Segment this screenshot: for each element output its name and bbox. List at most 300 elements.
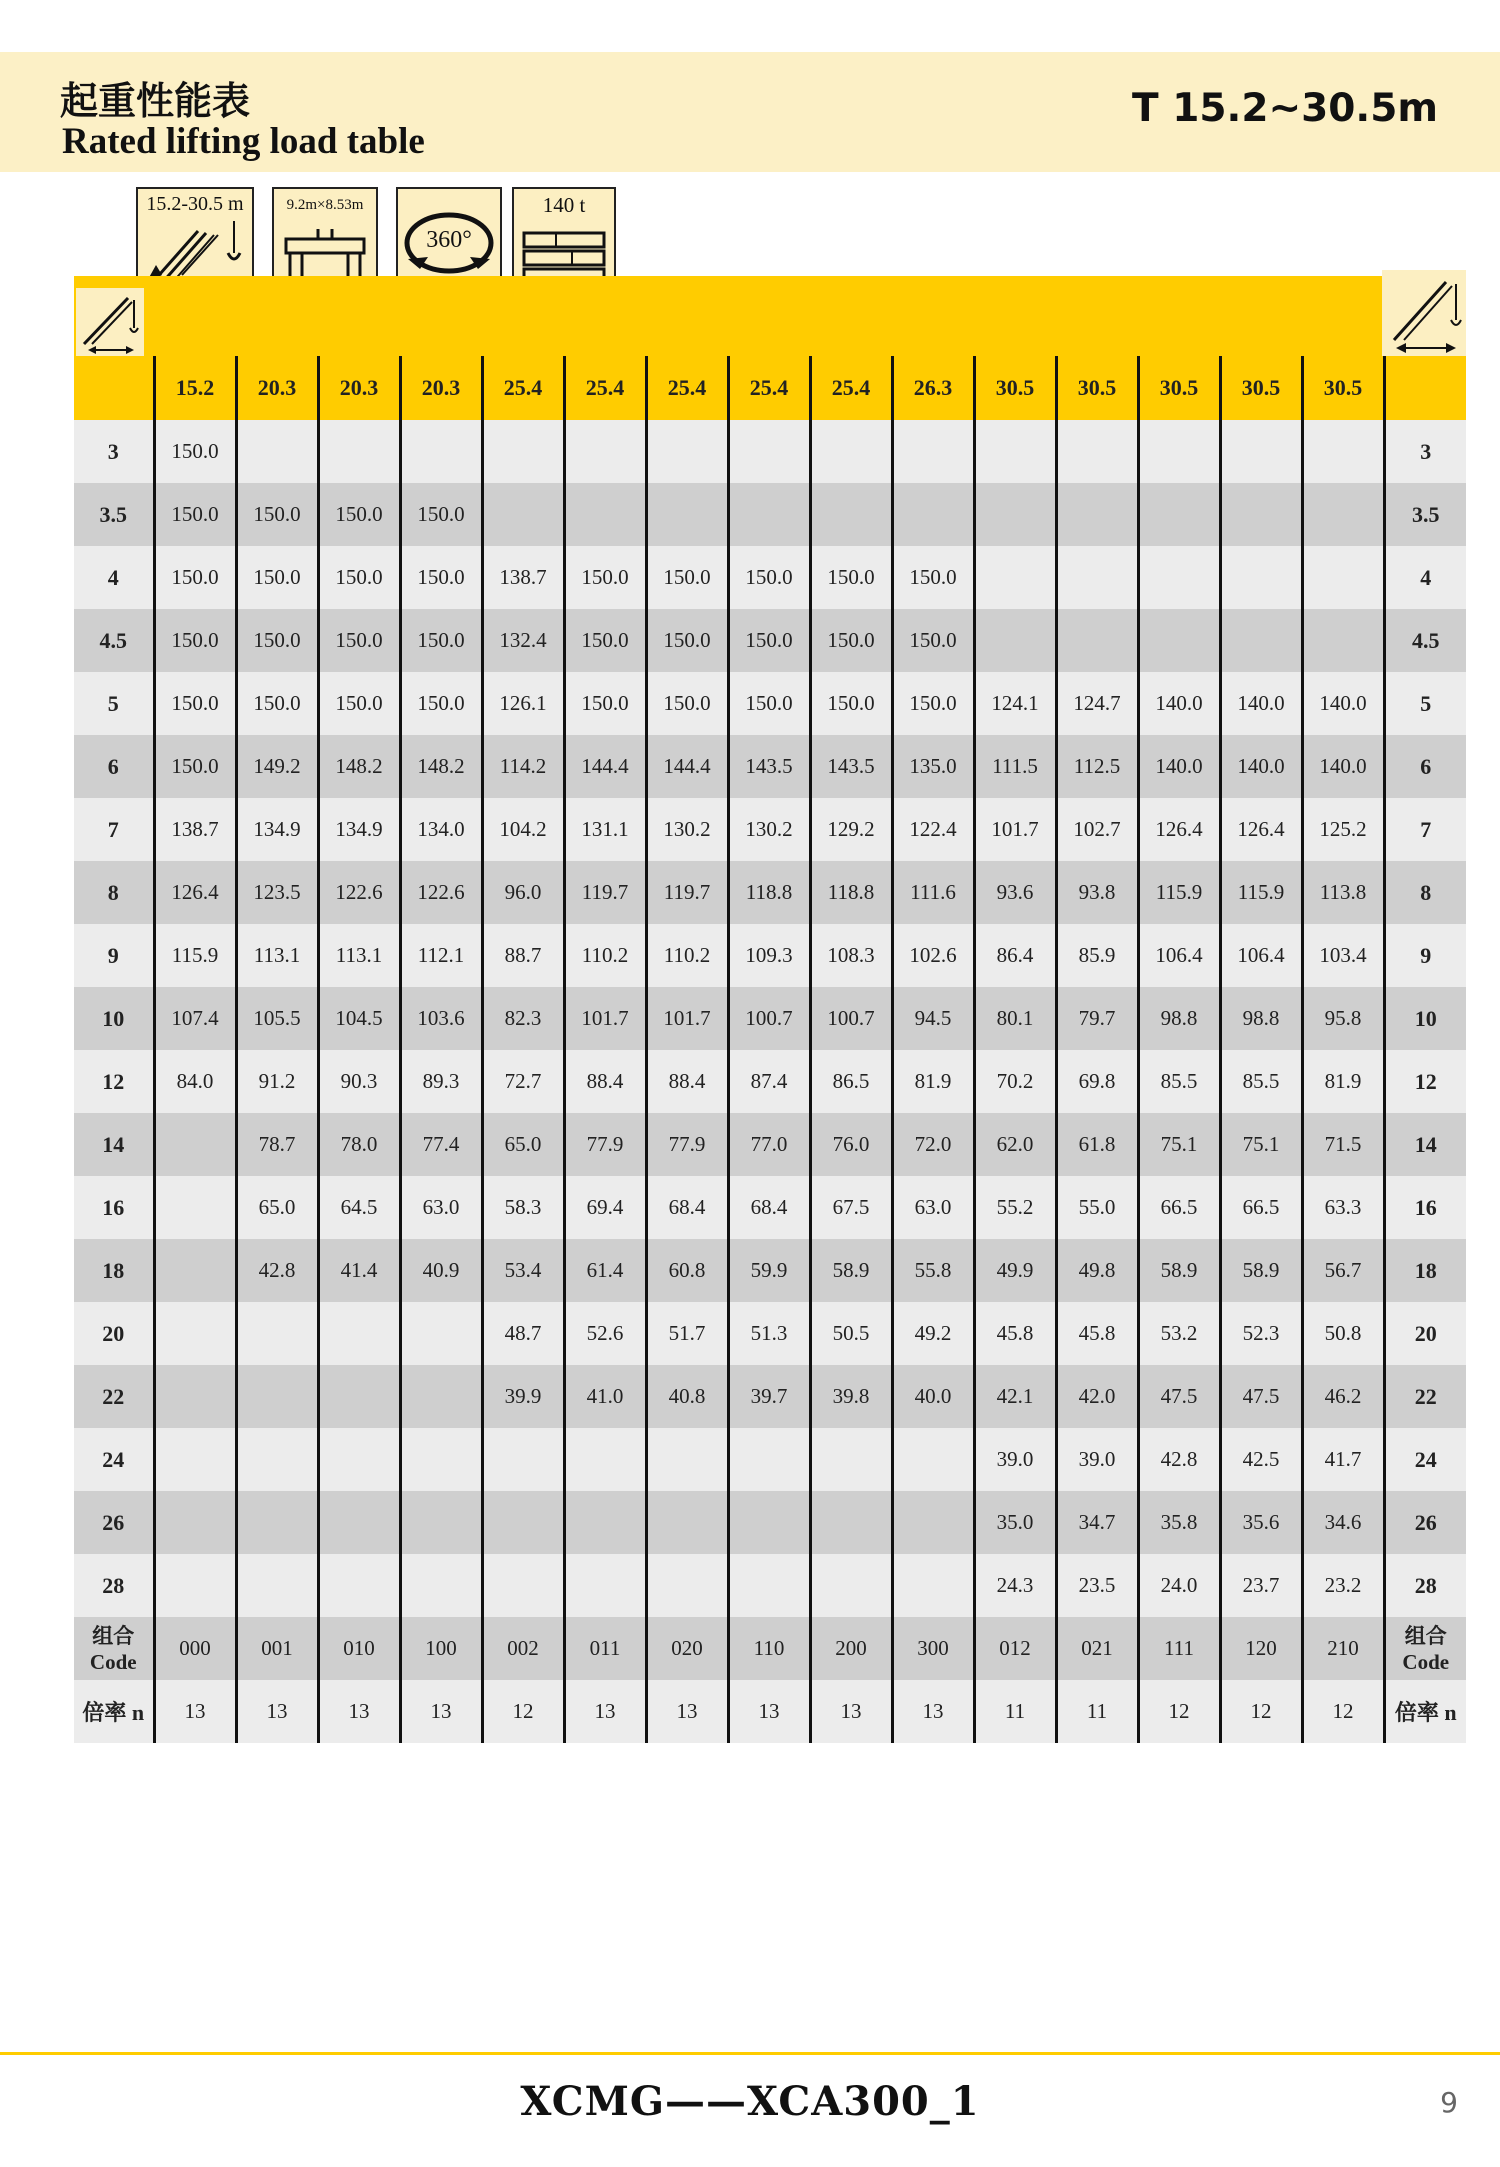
load-cell: 123.5 [236,861,318,924]
radius-cell: 5 [1384,672,1466,735]
load-cell [892,483,974,546]
load-cell: 88.4 [646,1050,728,1113]
load-cell [564,1554,646,1617]
crane-radius-icon [1382,270,1466,356]
radius-icon-right [1382,270,1466,356]
load-cell [728,1554,810,1617]
load-cell [1056,546,1138,609]
load-cell: 143.5 [728,735,810,798]
load-cell [318,420,400,483]
counterweight-label: 140 t [542,193,586,217]
load-cell [482,420,564,483]
load-cell [482,1491,564,1554]
load-cell: 115.9 [154,924,236,987]
code-label-en: Code [1402,1649,1450,1674]
radius-cell: 4.5 [74,609,154,672]
load-cell: 148.2 [318,735,400,798]
load-cell: 103.4 [1302,924,1384,987]
load-cell: 45.8 [974,1302,1056,1365]
slewing-condition [396,187,502,289]
load-cell: 150.0 [236,672,318,735]
load-cell: 115.9 [1138,861,1220,924]
load-cell: 88.7 [482,924,564,987]
table-row [74,420,1466,483]
load-cell: 35.6 [1220,1491,1302,1554]
radius-cell: 28 [74,1554,154,1617]
load-cell [318,1302,400,1365]
load-cell: 41.4 [318,1239,400,1302]
load-cell: 100.7 [810,987,892,1050]
load-cell [810,1491,892,1554]
load-cell: 105.5 [236,987,318,1050]
load-cell: 132.4 [482,609,564,672]
table-row [74,609,1466,672]
load-cell: 68.4 [646,1176,728,1239]
table-row [74,798,1466,861]
radius-cell: 20 [74,1302,154,1365]
load-cell [646,1491,728,1554]
boom-length-header: 30.5 [1138,356,1220,420]
load-cell [728,1491,810,1554]
load-cell: 63.0 [400,1176,482,1239]
load-cell: 150.0 [646,546,728,609]
load-cell [810,1554,892,1617]
load-cell: 47.5 [1138,1365,1220,1428]
load-cell: 84.0 [154,1050,236,1113]
load-cell [1302,609,1384,672]
load-cell [318,1491,400,1554]
load-cell: 150.0 [810,609,892,672]
load-cell: 109.3 [728,924,810,987]
load-cell: 35.8 [1138,1491,1220,1554]
load-cell [974,420,1056,483]
load-cell: 61.8 [1056,1113,1138,1176]
page-number: 9 [1440,2086,1458,2119]
reeving-label-cell [74,1680,154,1743]
load-cell: 95.8 [1302,987,1384,1050]
radius-cell: 22 [1384,1365,1466,1428]
load-cell: 60.8 [646,1239,728,1302]
load-cell: 88.4 [564,1050,646,1113]
outrigger-span-condition [272,187,378,289]
load-cell: 58.9 [810,1239,892,1302]
load-cell [1302,483,1384,546]
reeving-label-en: n [1444,1700,1457,1725]
load-cell: 150.0 [318,609,400,672]
boom-length-header: 25.4 [728,356,810,420]
reeving-label-cell [1384,1680,1466,1743]
load-cell [564,1491,646,1554]
load-cell [1220,483,1302,546]
load-cell [974,483,1056,546]
load-cell: 150.0 [318,672,400,735]
footer-model: XCMG——XCA300_1 [520,2078,980,2125]
load-cell [154,1176,236,1239]
load-cell: 150.0 [892,609,974,672]
code-cell: 011 [564,1617,646,1680]
load-cell: 93.6 [974,861,1056,924]
load-cell: 119.7 [564,861,646,924]
boom-length-header-row [74,356,1466,420]
load-cell: 150.0 [400,672,482,735]
load-cell [400,1428,482,1491]
code-cell: 110 [728,1617,810,1680]
load-cell: 100.7 [728,987,810,1050]
code-label-cell [1384,1617,1466,1680]
load-cell: 78.7 [236,1113,318,1176]
load-cell: 101.7 [646,987,728,1050]
load-cell: 85.5 [1138,1050,1220,1113]
load-cell: 150.0 [400,609,482,672]
load-cell [1220,420,1302,483]
reeving-cell: 12 [482,1680,564,1743]
load-cell: 150.0 [236,609,318,672]
load-cell: 106.4 [1220,924,1302,987]
load-cell: 72.7 [482,1050,564,1113]
load-cell: 42.8 [1138,1428,1220,1491]
radius-cell: 28 [1384,1554,1466,1617]
slewing-label: 360° [426,227,472,253]
boom-length-header: 30.5 [1302,356,1384,420]
footer-divider [0,2052,1500,2055]
table-row [74,1113,1466,1176]
load-cell: 124.1 [974,672,1056,735]
code-cell: 012 [974,1617,1056,1680]
load-cell: 65.0 [236,1176,318,1239]
code-label-cell [74,1617,154,1680]
radius-cell: 24 [1384,1428,1466,1491]
load-cell: 85.9 [1056,924,1138,987]
load-cell: 39.0 [974,1428,1056,1491]
reeving-cell: 12 [1220,1680,1302,1743]
boom-length-header: 30.5 [1220,356,1302,420]
load-cell [236,1428,318,1491]
load-cell: 69.4 [564,1176,646,1239]
table-row [74,987,1466,1050]
table-row [74,735,1466,798]
load-cell: 150.0 [564,609,646,672]
load-cell: 39.8 [810,1365,892,1428]
load-cell [564,1428,646,1491]
reeving-cell: 13 [236,1680,318,1743]
load-cell: 23.2 [1302,1554,1384,1617]
load-cell: 126.4 [154,861,236,924]
load-cell: 140.0 [1138,735,1220,798]
load-cell: 41.7 [1302,1428,1384,1491]
crane-radius-icon [76,288,144,356]
radius-cell: 3 [1384,420,1466,483]
load-cell: 148.2 [400,735,482,798]
load-cell [154,1491,236,1554]
header-corner [1384,356,1466,420]
load-cell: 63.0 [892,1176,974,1239]
load-cell: 150.0 [646,672,728,735]
load-cell: 23.7 [1220,1554,1302,1617]
radius-cell: 6 [74,735,154,798]
radius-cell: 4 [74,546,154,609]
reeving-cell: 13 [728,1680,810,1743]
load-cell: 150.0 [236,483,318,546]
load-cell: 122.6 [318,861,400,924]
load-cell: 63.3 [1302,1176,1384,1239]
load-cell [400,1302,482,1365]
load-cell [154,1302,236,1365]
load-cell: 122.6 [400,861,482,924]
load-cell [318,1428,400,1491]
load-cell [728,1428,810,1491]
boom-length-header: 25.4 [482,356,564,420]
table-row [74,1428,1466,1491]
load-cell: 125.2 [1302,798,1384,861]
load-cell: 124.7 [1056,672,1138,735]
load-cell [236,1554,318,1617]
radius-cell: 10 [74,987,154,1050]
load-cell: 140.0 [1302,735,1384,798]
load-cell: 34.6 [1302,1491,1384,1554]
load-cell: 140.0 [1220,735,1302,798]
radius-cell: 18 [1384,1239,1466,1302]
load-cell: 102.7 [1056,798,1138,861]
load-cell: 111.6 [892,861,974,924]
load-cell: 119.7 [646,861,728,924]
code-label-cn: 组合 [1404,1623,1447,1648]
load-cell: 130.2 [646,798,728,861]
load-cell: 79.7 [1056,987,1138,1050]
load-cell: 112.5 [1056,735,1138,798]
load-cell: 40.9 [400,1239,482,1302]
load-cell: 150.0 [154,672,236,735]
load-cell: 114.2 [482,735,564,798]
load-cell: 50.5 [810,1302,892,1365]
load-cell: 59.9 [728,1239,810,1302]
load-cell: 138.7 [154,798,236,861]
radius-cell: 10 [1384,987,1466,1050]
load-cell: 150.0 [154,420,236,483]
load-cell [400,1491,482,1554]
boom-length-header: 20.3 [236,356,318,420]
code-row [74,1617,1466,1680]
load-cell [400,1554,482,1617]
load-cell: 23.5 [1056,1554,1138,1617]
load-cell: 69.8 [1056,1050,1138,1113]
load-cell: 111.5 [974,735,1056,798]
table-row [74,1554,1466,1617]
load-cell: 68.4 [728,1176,810,1239]
load-cell [1138,546,1220,609]
load-cell: 150.0 [564,546,646,609]
load-cell [892,1428,974,1491]
load-cell: 89.3 [400,1050,482,1113]
load-cell: 134.9 [318,798,400,861]
load-cell: 42.0 [1056,1365,1138,1428]
load-cell: 144.4 [564,735,646,798]
radius-cell: 12 [74,1050,154,1113]
load-cell: 118.8 [728,861,810,924]
code-cell: 120 [1220,1617,1302,1680]
boom-length-header: 30.5 [1056,356,1138,420]
boom-length-header: 15.2 [154,356,236,420]
reeving-cell: 13 [564,1680,646,1743]
table-row [74,672,1466,735]
load-cell: 35.0 [974,1491,1056,1554]
reeving-cell: 11 [974,1680,1056,1743]
boom-length-header: 25.4 [810,356,892,420]
load-cell [236,1491,318,1554]
load-cell: 98.8 [1138,987,1220,1050]
load-cell: 51.7 [646,1302,728,1365]
load-cell [318,1365,400,1428]
load-cell: 49.2 [892,1302,974,1365]
boom-length-label: 15.2-30.5 m [146,193,244,215]
load-cell [646,1554,728,1617]
load-cell: 65.0 [482,1113,564,1176]
radius-cell: 3.5 [74,483,154,546]
reeving-label-cn: 倍率 [1394,1700,1439,1725]
code-cell: 100 [400,1617,482,1680]
load-cell [482,1554,564,1617]
reeving-cell: 11 [1056,1680,1138,1743]
page-title-english: Rated lifting load table [62,121,425,162]
load-cell: 150.0 [400,483,482,546]
radius-cell: 6 [1384,735,1466,798]
load-cell: 143.5 [810,735,892,798]
table-row [74,1491,1466,1554]
reeving-label-en: n [131,1700,145,1725]
load-cell: 150.0 [154,483,236,546]
load-cell: 70.2 [974,1050,1056,1113]
load-cell: 86.4 [974,924,1056,987]
load-cell: 55.2 [974,1176,1056,1239]
radius-cell: 7 [1384,798,1466,861]
load-cell: 52.6 [564,1302,646,1365]
load-cell [892,1554,974,1617]
table-row [74,1050,1466,1113]
code-cell: 020 [646,1617,728,1680]
load-cell [564,483,646,546]
load-cell: 75.1 [1138,1113,1220,1176]
reeving-cell: 13 [892,1680,974,1743]
code-cell: 300 [892,1617,974,1680]
load-cell: 77.9 [564,1113,646,1176]
load-cell: 103.6 [400,987,482,1050]
load-cell: 91.2 [236,1050,318,1113]
load-cell: 150.0 [318,546,400,609]
code-cell: 200 [810,1617,892,1680]
load-cell: 138.7 [482,546,564,609]
load-cell: 150.0 [236,546,318,609]
load-cell: 66.5 [1220,1176,1302,1239]
outrigger-span-label: 9.2m×8.53m [286,197,364,213]
load-cell: 41.0 [564,1365,646,1428]
load-cell [318,1554,400,1617]
radius-cell: 5 [74,672,154,735]
load-cell: 53.2 [1138,1302,1220,1365]
reeving-cell: 13 [810,1680,892,1743]
radius-cell: 20 [1384,1302,1466,1365]
load-cell: 115.9 [1220,861,1302,924]
load-cell: 110.2 [564,924,646,987]
radius-cell: 8 [74,861,154,924]
load-cell [400,420,482,483]
load-cell [728,420,810,483]
code-cell: 021 [1056,1617,1138,1680]
load-cell: 71.5 [1302,1113,1384,1176]
load-cell: 24.3 [974,1554,1056,1617]
boom-length-condition [136,187,254,289]
load-cell: 80.1 [974,987,1056,1050]
load-cell: 40.8 [646,1365,728,1428]
load-cell: 150.0 [892,546,974,609]
load-cell [482,483,564,546]
radius-cell: 9 [74,924,154,987]
load-cell [564,420,646,483]
reeving-cell: 13 [400,1680,482,1743]
load-cell: 51.3 [728,1302,810,1365]
load-cell: 77.4 [400,1113,482,1176]
table-row [74,1302,1466,1365]
radius-cell: 18 [74,1239,154,1302]
load-cell [1138,483,1220,546]
table-row [74,861,1466,924]
load-cell: 61.4 [564,1239,646,1302]
load-cell: 55.8 [892,1239,974,1302]
load-cell: 113.1 [236,924,318,987]
code-cell: 010 [318,1617,400,1680]
load-cell: 87.4 [728,1050,810,1113]
load-cell: 130.2 [728,798,810,861]
load-cell: 75.1 [1220,1113,1302,1176]
load-cell [810,483,892,546]
code-cell: 001 [236,1617,318,1680]
load-cell: 112.1 [400,924,482,987]
radius-cell: 16 [1384,1176,1466,1239]
load-cell [1220,546,1302,609]
load-cell: 108.3 [810,924,892,987]
load-cell: 150.0 [400,546,482,609]
radius-cell: 22 [74,1365,154,1428]
code-cell: 210 [1302,1617,1384,1680]
load-cell: 58.9 [1138,1239,1220,1302]
load-cell: 150.0 [728,609,810,672]
table-row [74,1365,1466,1428]
load-cell [974,609,1056,672]
load-cell: 58.9 [1220,1239,1302,1302]
radius-icon-left [76,288,144,356]
load-cell: 24.0 [1138,1554,1220,1617]
load-cell: 55.0 [1056,1176,1138,1239]
load-cell [1056,609,1138,672]
boom-length-header: 26.3 [892,356,974,420]
table-row [74,1176,1466,1239]
load-cell: 50.8 [1302,1302,1384,1365]
radius-cell: 26 [1384,1491,1466,1554]
load-cell: 66.5 [1138,1176,1220,1239]
load-cell [646,420,728,483]
load-cell: 101.7 [974,798,1056,861]
reeving-cell: 13 [154,1680,236,1743]
reeving-cell: 13 [318,1680,400,1743]
load-cell: 104.5 [318,987,400,1050]
load-cell [154,1428,236,1491]
load-cell: 93.8 [1056,861,1138,924]
load-cell [1302,420,1384,483]
load-cell: 150.0 [318,483,400,546]
load-cell: 85.5 [1220,1050,1302,1113]
load-cell: 122.4 [892,798,974,861]
reeving-cell: 13 [646,1680,728,1743]
load-cell: 149.2 [236,735,318,798]
load-cell: 134.0 [400,798,482,861]
